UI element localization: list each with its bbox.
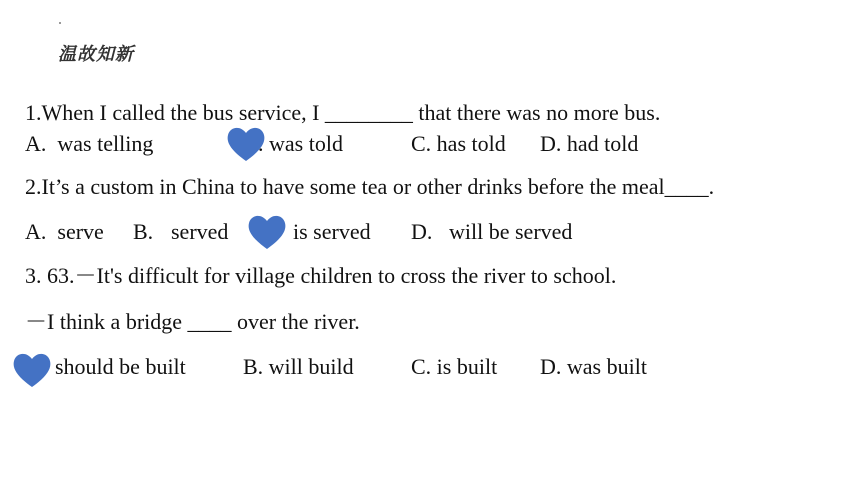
question-2-option-a[interactable]: A. serve <box>25 219 104 244</box>
question-2-option-d[interactable]: will be served <box>449 219 573 244</box>
question-2-option-b-letter: B. <box>133 219 154 244</box>
decorative-dot <box>59 22 61 24</box>
question-3-stem: 3. 63.－It's difficult for village children to cross the river to school. <box>25 263 617 288</box>
question-1-option-d[interactable]: D. had told <box>540 131 639 156</box>
question-3-option-a[interactable]: should be built <box>55 354 186 379</box>
question-1-option-c[interactable]: C. has told <box>411 131 506 156</box>
section-title: 温故知新 <box>58 44 134 65</box>
question-3-option-d[interactable]: D. was built <box>540 354 647 379</box>
question-3-dialog: －I think a bridge ____ over the river. <box>25 309 360 334</box>
question-3-option-c[interactable]: C. is built <box>411 354 498 379</box>
question-2-option-b[interactable]: served <box>171 219 229 244</box>
question-1-option-a[interactable]: A. was telling <box>25 131 154 156</box>
heart-icon <box>247 213 287 251</box>
question-3-option-b[interactable]: B. will build <box>243 354 354 379</box>
question-1-option-b[interactable]: . was told <box>258 131 343 156</box>
question-1-stem: 1.When I called the bus service, I ________ that there was no more bus. <box>25 100 661 125</box>
heart-icon <box>12 351 52 389</box>
question-2-stem: 2.It’s a custom in China to have some tea or other drinks before the meal____. <box>25 174 715 199</box>
question-2-option-d-letter: D. <box>411 219 433 244</box>
question-2-option-c[interactable]: is served <box>293 219 371 244</box>
